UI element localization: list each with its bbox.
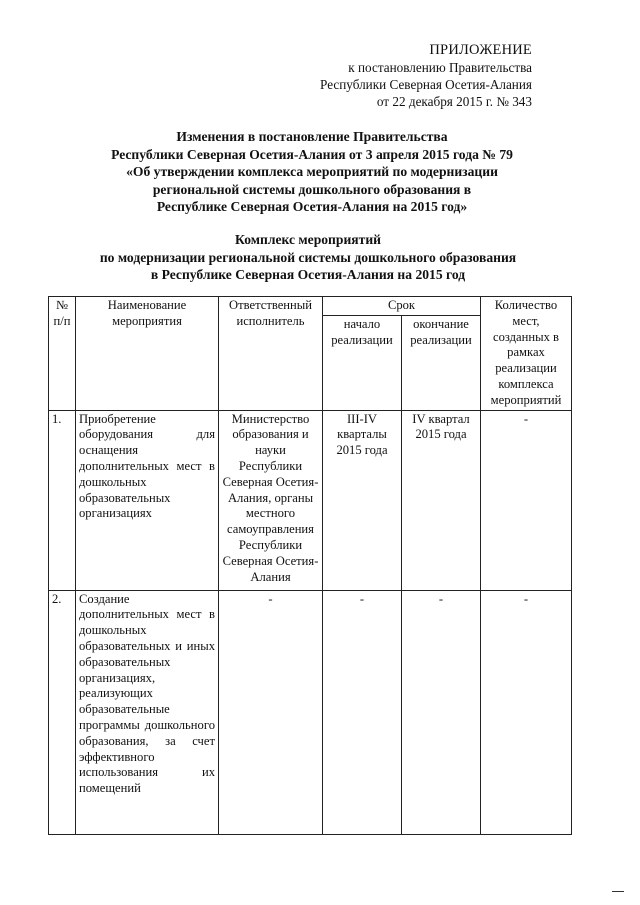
appendix-header <box>320 42 532 110</box>
measures-table <box>48 296 572 835</box>
header-executor: Ответственный исполнитель <box>219 297 323 411</box>
complex-title-line-3: в Республике Северная Осетия-Алания на 2015 год <box>150 267 466 282</box>
changes-title-line-4: региональной системы дошкольного образования в <box>152 181 472 197</box>
changes-title-line-1: Изменения в постановление Правительства <box>176 129 448 144</box>
header-name: Наименование мероприятия <box>76 297 219 411</box>
row-1-executor: Министерство образования и науки Республики Северная Осетия-Алания, органы местного самоуправления Республики Северная Осетия-Алания <box>219 410 323 590</box>
row-1-count: - <box>481 410 572 590</box>
row-2-count: - <box>481 590 572 834</box>
header-end: окончание реализации <box>402 316 481 411</box>
row-1-num: 1. <box>49 410 76 590</box>
appendix-line-2: Республики Северная Осетия-Алания <box>320 77 532 92</box>
row-2-end: - <box>402 590 481 834</box>
header-count: Количество мест, созданных в рамках реализации комплекса мероприятий <box>481 297 572 411</box>
changes-title-line-2: Республики Северная Осетия-Алания от 3 апреля 2015 года № 79 <box>111 146 513 162</box>
complex-title-line-2: по модернизации региональной системы дошкольного образования <box>99 249 517 265</box>
row-1-name: Приобретение оборудования для оснащения дополнительных мест в дошкольных образовательных организациях <box>76 410 219 590</box>
row-1-start: III-IV кварталы 2015 года <box>323 410 402 590</box>
appendix-line-1: к постановлению Правительства <box>348 60 532 75</box>
appendix-line-3: от 22 декабря 2015 г. № 343 <box>376 94 532 109</box>
header-start: начало реализации <box>323 316 402 411</box>
changes-title <box>0 128 632 216</box>
table-row <box>49 590 572 834</box>
changes-title-line-3: «Об утверждении комплекса мероприятий по модернизации <box>126 164 498 179</box>
row-2-executor: - <box>219 590 323 834</box>
row-2-num: 2. <box>49 590 76 834</box>
row-2-start: - <box>323 590 402 834</box>
header-term: Срок <box>323 297 481 316</box>
table-row <box>49 410 572 590</box>
row-1-end: IV квартал 2015 года <box>402 410 481 590</box>
header-num: № п/п <box>49 297 76 411</box>
appendix-title: ПРИЛОЖЕНИЕ <box>429 42 532 58</box>
changes-title-line-5: Республике Северная Осетия-Алания на 2015 год» <box>156 199 468 214</box>
complex-title-line-1: Комплекс мероприятий <box>235 232 381 247</box>
complex-title <box>0 231 628 284</box>
table-header-row <box>49 297 572 316</box>
scan-mark <box>612 891 624 892</box>
row-2-name: Создание дополнительных мест в дошкольных образовательных и иных образовательных организациях, реализующих образовательные программы дошкольного образования, за счет эффективного использования их помещений <box>76 590 219 834</box>
